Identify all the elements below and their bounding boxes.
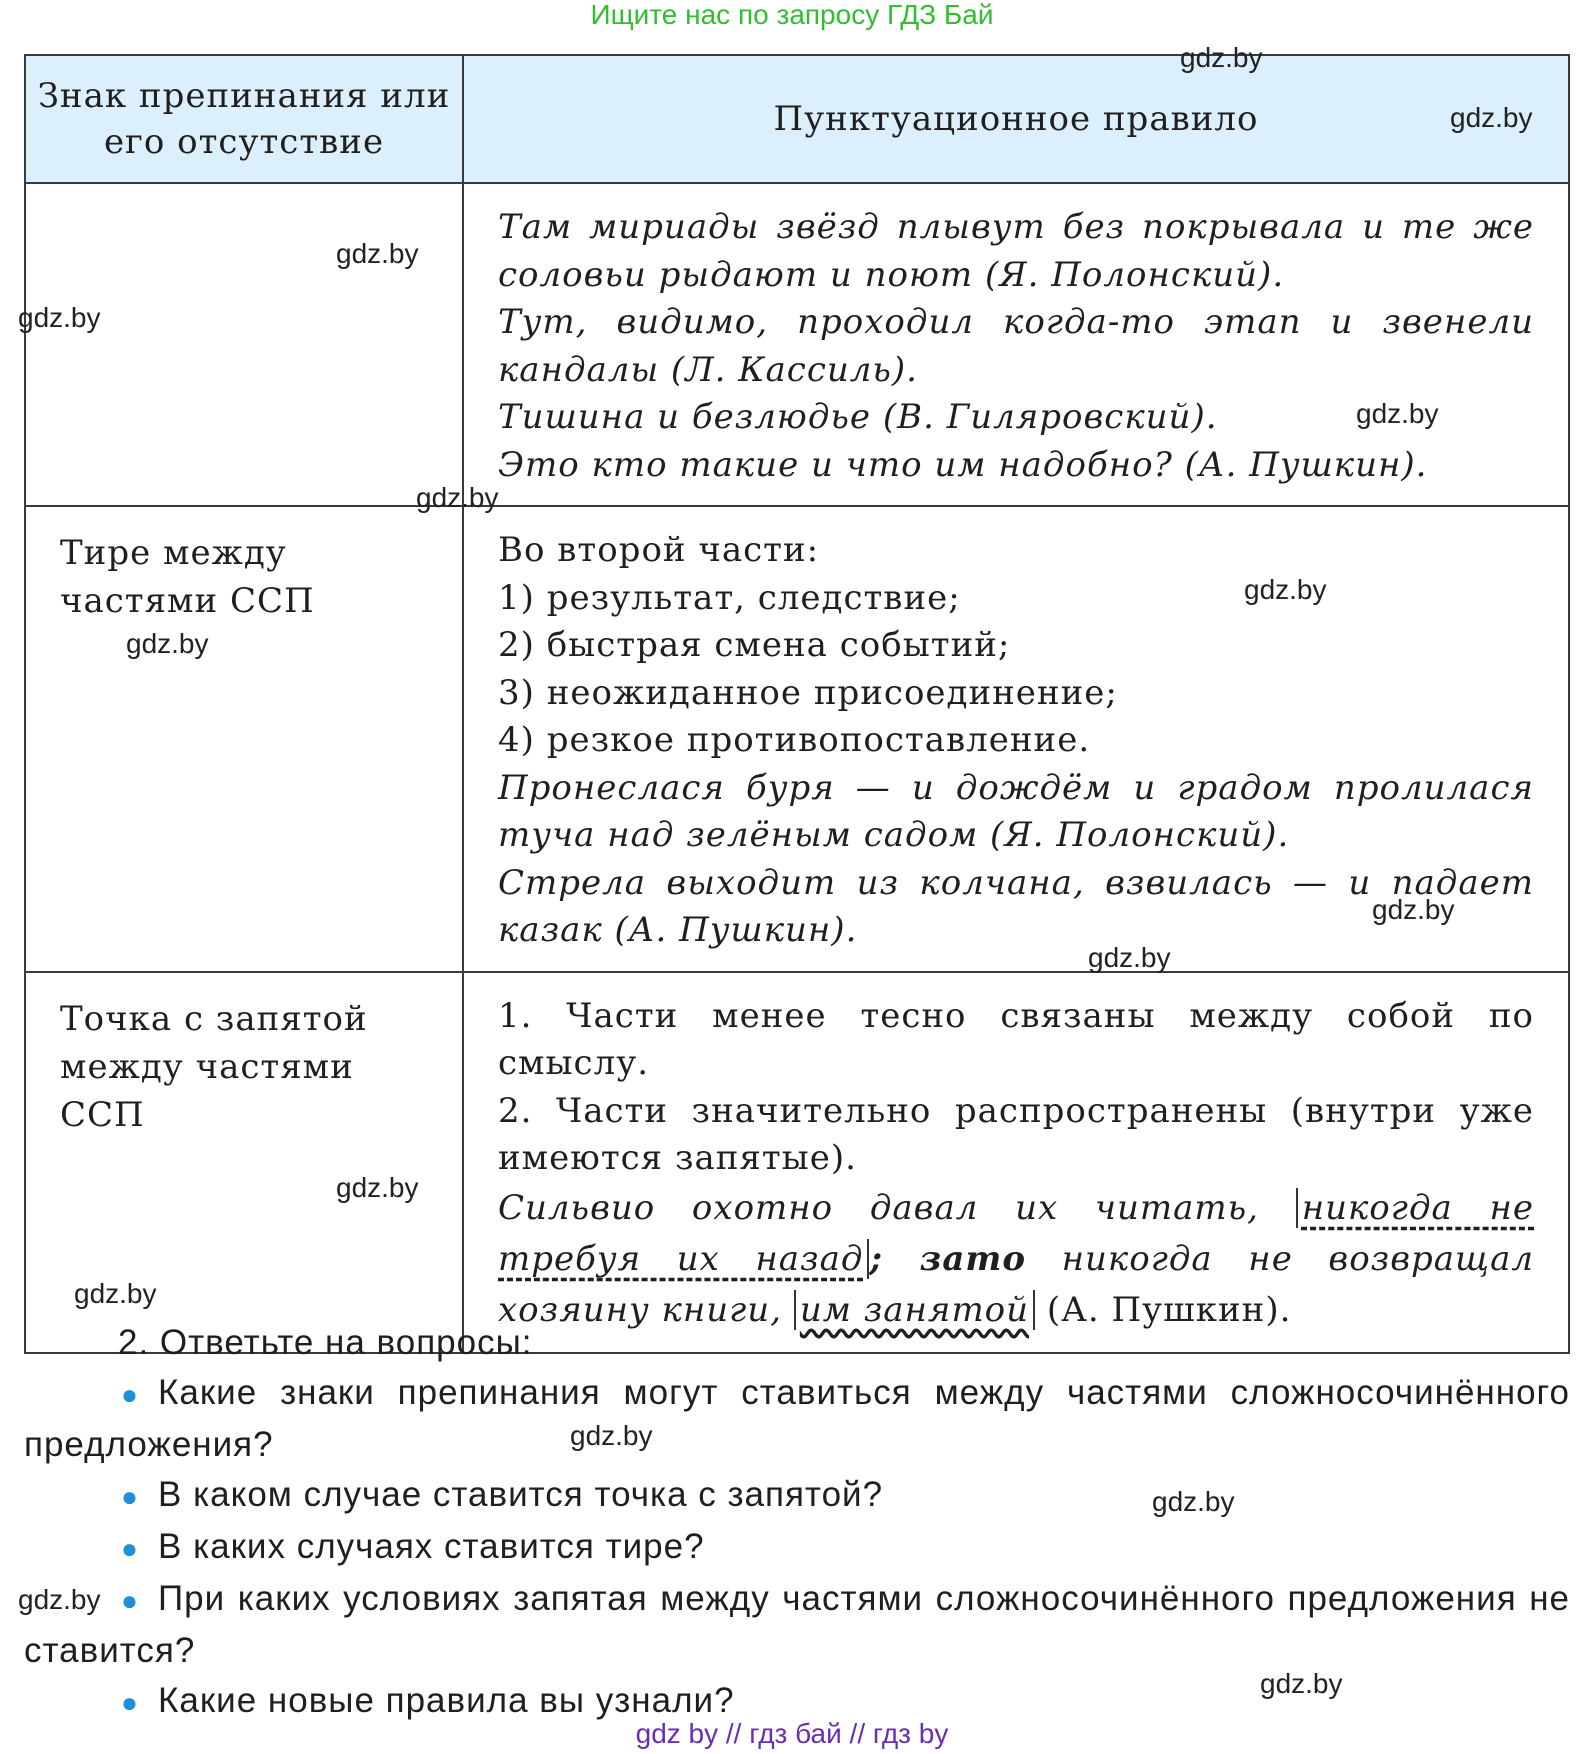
watermark: gdz.by	[1356, 398, 1439, 429]
punctuation-rules-table	[24, 54, 1570, 1354]
question-item	[24, 1574, 1570, 1676]
watermark: gdz.by	[74, 1278, 157, 1309]
rule-item: 2. Части значительно распространены (внутри уже имеются запятые).	[498, 1090, 1534, 1178]
example-line: Пронеслася буря — и дождём и градом пролилася туча над зелёным садом (Я. Полонский).	[498, 767, 1534, 855]
questions-section	[24, 1318, 1570, 1728]
sign-cell: Точка с запятой между частями ССП	[25, 972, 463, 1353]
example-part: Сильвио охотно давал их читать,	[498, 1187, 1259, 1228]
watermark: gdz.by	[126, 628, 209, 659]
question-item	[24, 1470, 1570, 1522]
sign-cell	[25, 183, 463, 506]
example-line: Там мириады звёзд плывут без покрывала и те же соловьи рыдают и поют (Я. Полонский).	[498, 207, 1534, 295]
bullet-icon: ●	[121, 1481, 139, 1512]
bullet-icon: ●	[121, 1379, 139, 1410]
sign-cell: Тире между частями ССП	[25, 506, 463, 972]
example-line: Тишина и безлюдье (В. Гиляровский).	[498, 397, 1218, 437]
watermark: gdz.by	[18, 1584, 101, 1615]
question-text: В каких случаях ставится тире?	[158, 1527, 705, 1566]
watermark: gdz.by	[570, 1420, 653, 1451]
watermark: gdz.by	[1180, 42, 1263, 73]
watermark: gdz.by	[1450, 102, 1533, 133]
rule-intro: Во второй части:	[498, 530, 820, 570]
table-row	[25, 506, 1569, 972]
rule-cell	[463, 183, 1569, 506]
table-row	[25, 972, 1569, 1353]
bullet-icon: ●	[121, 1533, 139, 1564]
header-rule: Пунктуационное правило	[463, 55, 1569, 183]
header-sign: Знак препинания или его отсутствие	[25, 55, 463, 183]
table-header-row	[25, 55, 1569, 183]
bullet-icon: ●	[121, 1585, 139, 1616]
top-banner: Ищите нас по запросу ГДЗ Бай	[590, 0, 994, 30]
table-row	[25, 183, 1569, 506]
example-author: (А. Пушкин).	[1046, 1289, 1292, 1330]
rule-item: 2) быстрая смена событий;	[498, 625, 1011, 665]
bullet-icon: ●	[121, 1687, 139, 1718]
rule-item: 4) резкое противопоставление.	[498, 720, 1091, 760]
watermark: gdz.by	[1152, 1486, 1235, 1517]
question-item	[24, 1522, 1570, 1574]
example-line: Это кто такие и что им надобно? (А. Пушкин).	[498, 444, 1428, 485]
rule-item: 3) неожиданное присоединение;	[498, 672, 1118, 713]
example-part: никогда не возвращал хозяину книги,	[498, 1238, 1534, 1330]
example-conjunction: ; зато	[869, 1238, 1027, 1279]
watermark: gdz.by	[18, 302, 101, 333]
rule-item: 1. Части менее тесно связаны между собой по смыслу.	[498, 995, 1534, 1083]
watermark: gdz.by	[1088, 942, 1171, 973]
watermark: gdz.by	[1244, 574, 1327, 605]
watermark: gdz.by	[1372, 894, 1455, 925]
question-text: Какие знаки препинания могут ставиться между частями сложносочинённого предложения?	[24, 1373, 1570, 1464]
watermark: gdz.by	[336, 238, 419, 269]
example-line: Стрела выходит из колчана, взвилась — и падает казак (А. Пушкин).	[498, 862, 1534, 950]
participle-phrase: никогда не требуя их назад	[498, 1187, 1534, 1279]
question-item	[24, 1368, 1570, 1470]
example-line: Тут, видимо, проходил когда-то этап и звенели кандалы (Л. Кассиль).	[498, 302, 1534, 390]
watermark: gdz.by	[336, 1172, 419, 1203]
question-text: Какие новые правила вы узнали?	[158, 1681, 735, 1720]
footer-watermark: gdz by // гдз бай // гдз by	[635, 1718, 949, 1749]
watermark: gdz.by	[416, 482, 499, 513]
rule-cell	[463, 972, 1569, 1353]
rule-item: 1) результат, следствие;	[498, 577, 961, 618]
example-sentence	[498, 1183, 1534, 1336]
participle-phrase: им занятой	[794, 1290, 1035, 1330]
question-text: В каком случае ставится точка с запятой?	[158, 1475, 884, 1514]
watermark: gdz.by	[1260, 1668, 1343, 1699]
questions-title: 2. Ответьте на вопросы:	[118, 1323, 533, 1362]
question-text: При каких условиях запятая между частями сложносочинённого предложения не ставится?	[24, 1579, 1570, 1670]
